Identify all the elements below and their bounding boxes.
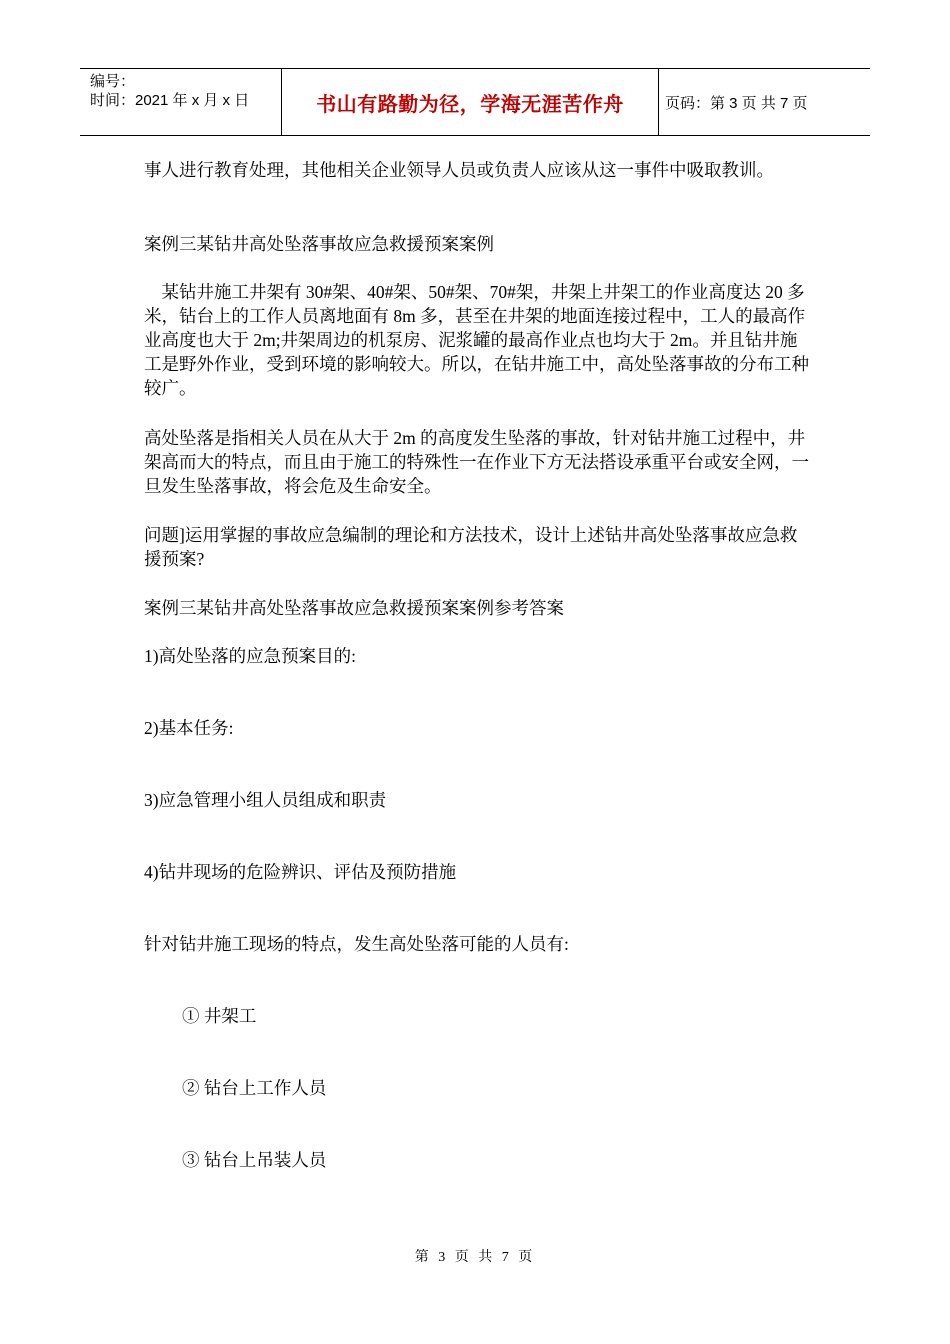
header-motto: 书山有路勤为径，学海无涯苦作舟	[316, 91, 624, 116]
list-item-3: 3)应急管理小组人员组成和职责	[144, 790, 387, 810]
page-header	[80, 68, 870, 136]
list-item-2: 2)基本任务:	[144, 718, 234, 738]
footer-page-number: 第 3 页 共 7 页	[414, 1250, 536, 1265]
list-item-4: 4)钻井现场的危险辨识、评估及预防措施	[144, 862, 457, 882]
sub-item-3: ③ 钻台上吊装人员	[182, 1150, 327, 1170]
paragraph-1: 事人进行教育处理，其他相关企业领导人员或负责人应该从这一事件中吸取教训。	[144, 160, 774, 180]
paragraph-case-description: 某钻井施工井架有 30#架、40#架、50#架、70#架，井架上井架工的作业高度达 20 多米，钻台上的工作人员离地面有 8m 多，甚至在井架的地面连接过程中，工人的最高作业高度也大于 2m;井架周边的机泵房、泥浆罐的最高作业点也均大于 2m。并且钻井施工是野外作业，受到环境的影响较大。所以，在钻井施工中，高处坠落事故的分布工种较广。	[144, 282, 809, 398]
header-meta	[80, 69, 282, 135]
paragraph-personnel: 针对钻井施工现场的特点，发生高处坠落可能的人员有:	[144, 934, 569, 954]
paragraph-case-title: 案例三某钻井高处坠落事故应急救援预案案例	[144, 234, 494, 254]
document-time-label: 时间：2021 年 x 月 x 日	[90, 92, 250, 109]
header-page-cell	[659, 69, 870, 135]
document-number-label: 编号：	[90, 73, 136, 90]
sub-item-2: ② 钻台上工作人员	[182, 1078, 327, 1098]
list-item-1: 1)高处坠落的应急预案目的:	[144, 646, 356, 666]
header-motto-cell	[282, 69, 659, 135]
sub-item-1: ① 井架工	[182, 1006, 257, 1026]
paragraph-question: 问题]运用掌握的事故应急编制的理论和方法技术，设计上述钻井高处坠落事故应急救援预案?	[144, 525, 798, 569]
page-footer	[0, 1246, 950, 1266]
paragraph-definition: 高处坠落是指相关人员在从大于 2m 的高度发生坠落的事故，针对钻井施工过程中，井架高而大的特点，而且由于施工的特殊性一在作业下方无法搭设承重平台或安全网，一旦发生坠落事故，将会危及生命安全。	[144, 428, 809, 496]
paragraph-answer-title: 案例三某钻井高处坠落事故应急救援预案案例参考答案	[144, 598, 564, 618]
header-page-label: 页码：第 3 页 共 7 页	[665, 94, 808, 112]
